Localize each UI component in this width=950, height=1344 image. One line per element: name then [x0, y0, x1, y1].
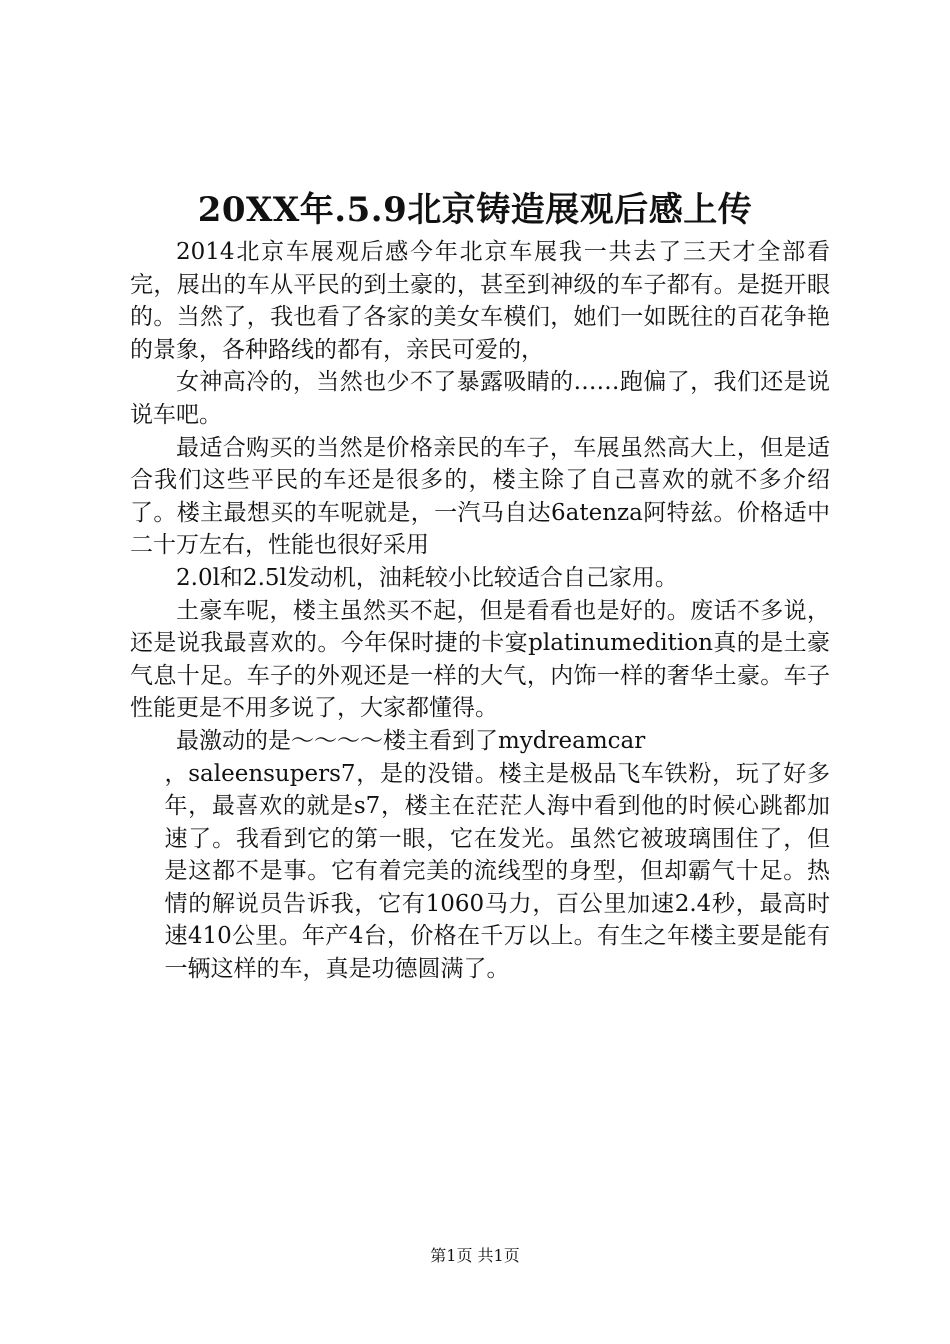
paragraph-3: 最适合购买的当然是价格亲民的车子，车展虽然高大上，但是适合我们这些平民的车还是很多的，楼主除了自己喜欢的就不多介绍了。楼主最想买的车呢就是，一汽马自达6atenza阿特兹。价格适中二十万左右，性能也很好采用	[130, 434, 830, 559]
document-title: 20XX年.5.9北京铸造展观后感上传	[197, 190, 753, 230]
paragraph-5: 土豪车呢，楼主虽然买不起，但是看看也是好的。废话不多说，还是说我最喜欢的。今年保时捷的卡宴platinumedition真的是土豪气息十足。车子的外观还是一样的大气，内饰一样的奢华土豪。车子性能更是不用多说了，大家都懂得。	[130, 597, 830, 722]
paragraph-6: 最激动的是～～～～楼主看到了mydreamcar	[176, 727, 646, 754]
paragraph-2: 女神高冷的，当然也少不了暴露吸睛的……跑偏了，我们还是说说车吧。	[130, 369, 830, 428]
paragraph-1: 2014北京车展观后感今年北京车展我一共去了三天才全部看完，展出的车从平民的到土豪的，甚至到神级的车子都有。是挺开眼的。当然了，我也看了各家的美女车模们，她们一如既往的百花争艳的景象，各种路线的都有，亲民可爱的，	[130, 239, 830, 363]
page-number-footer: 第1页 共1页	[430, 1246, 520, 1265]
paragraph-4: 2.0l和2.5l发动机，油耗较小比较适合自己家用。	[176, 564, 678, 591]
paragraph-7: ，saleensupers7，是的没错。楼主是极品飞车铁粉，玩了好多年，最喜欢的就是s7，楼主在茫茫人海中看到他的时候心跳都加速了。我看到它的第一眼，它在发光。虽然它被玻璃围住了，但是这都不是事。它有着完美的流线型的身型，但却霸气十足。热情的解说员告诉我，它有1060马力，百公里加速2.4秒，最高时速410公里。年产4台，价格在千万以上。有生之年楼主要是能有一辆这样的车，真是功德圆满了。	[164, 760, 830, 983]
document-body	[130, 236, 830, 986]
